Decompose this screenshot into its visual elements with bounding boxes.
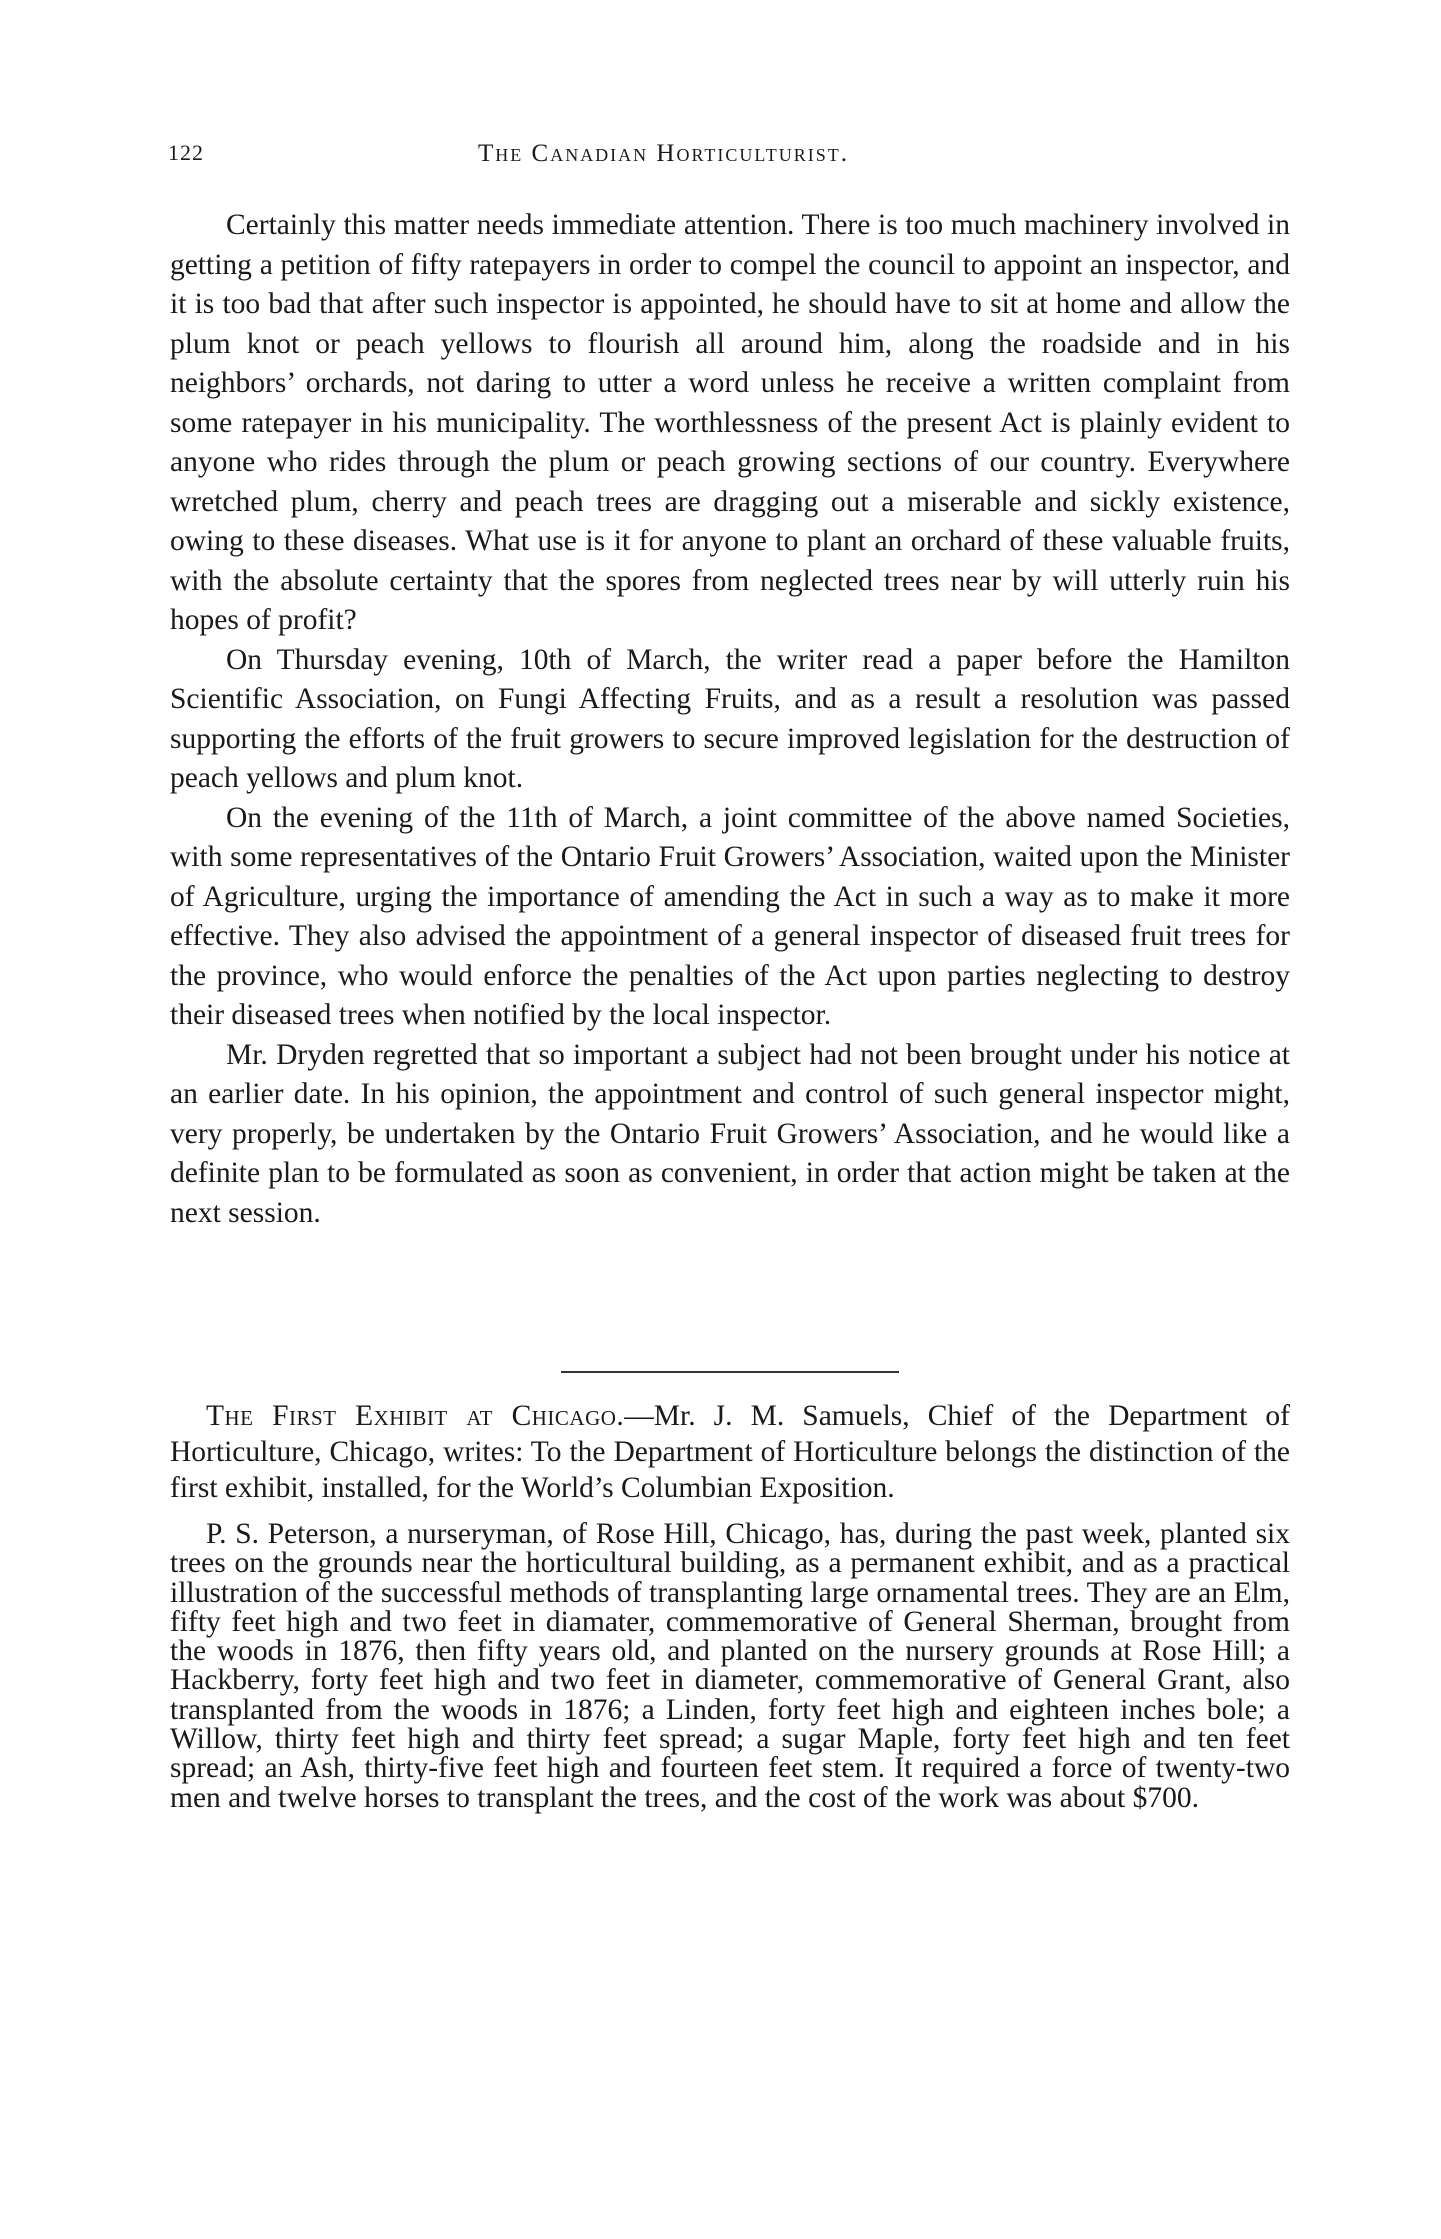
- article-heading: The First Exhibit at Chicago.: [206, 1400, 625, 1432]
- paragraph: Mr. Dryden regretted that so important a subject had not been brought under his notice at an earlier date. In his opinion, the appointment and control of such general inspector might, very properly, be undertaken by the Ontario Fruit Growers’ Association, and he would like a definite plan to be formulated as soon as convenient, in order that action might be taken at the next session.: [170, 1038, 1290, 1229]
- article-paragraph: P. S. Peterson, a nurseryman, of Rose Hill, Chicago, has, during the past week, planted six trees on the grounds near the horticultural building, as a permanent exhibit, and as a practical illustration of the successful methods of transplanting large ornamental trees. They are an Elm, fifty feet high and two feet in diamater, commemorative of General Sherman, brought from the woods in 1876, then fifty years old, and planted on the nursery grounds at Rose Hill; a Hackberry, forty feet high and two feet in diameter, commemorative of General Grant, also transplanted from the woods in 1876; a Linden, forty feet high and eighteen inches bole; a Willow, thirty feet high and thirty feet spread; a sugar Maple, forty feet high and ten feet spread; an Ash, thirty-five feet high and fourteen feet stem. It required a force of twenty-two men and twelve horses to transplant the trees, and the cost of the work was about $700.: [170, 1518, 1290, 1814]
- paragraph: Certainly this matter needs immediate attention. There is too much machinery involved in getting a petition of fifty ratepayers in order to compel the council to appoint an inspector, and it is too bad that after such inspector is appointed, he should have to sit at home and allow the plum knot or peach yellows to flourish all around him, along the roadside and in his neighbors’ orchards, not daring to utter a word unless he receive a written complaint from some ratepayer in his municipality. The worthlessness of the present Act is plainly evident to anyone who rides through the plum or peach growing sections of our country. Everywhere wretched plum, cherry and peach trees are dragging out a miserable and sickly existence, owing to these diseases. What use is it for anyone to plant an orchard of these valuable fruits, with the absolute certainty that the spores from neglected trees near by will utterly ruin his hopes of profit?: [170, 209, 1290, 636]
- paragraph: On the evening of the 11th of March, a joint committee of the above named Societies, with some representatives of the Ontario Fruit Growers’ Association, waited upon the Minister of Agriculture, urging the importance of amending the Act in such a way as to make it more effective. They also advised the appointment of a general inspector of diseased fruit trees for the province, who would enforce the penalties of the Act upon parties neglecting to destroy their diseased trees when notified by the local inspector.: [170, 801, 1290, 1031]
- page-number: 122: [168, 140, 204, 165]
- article-first-exhibit: [170, 1398, 1290, 1813]
- section-divider: [561, 1371, 899, 1373]
- paragraph: On Thursday evening, 10th of March, the writer read a paper before the Hamilton Scientific Association, on Fungi Affecting Fruits, and as a result a resolution was passed supporting the efforts of the fruit growers to secure improved legislation for the destruction of peach yellows and plum knot.: [170, 643, 1290, 794]
- running-title: The Canadian Horticulturist.: [478, 140, 849, 167]
- article-lead-text: —Mr. J. M. Samuels, Chief of the Department of Horticulture, Chicago, writes: To the Department of Horticulture belongs the distinction of the first exhibit, installed, for the World’s Columbian Exposition.: [170, 1400, 1290, 1504]
- body-text: [170, 206, 1290, 1233]
- page-header: [168, 140, 1298, 180]
- article-lead-paragraph: [170, 1398, 1290, 1506]
